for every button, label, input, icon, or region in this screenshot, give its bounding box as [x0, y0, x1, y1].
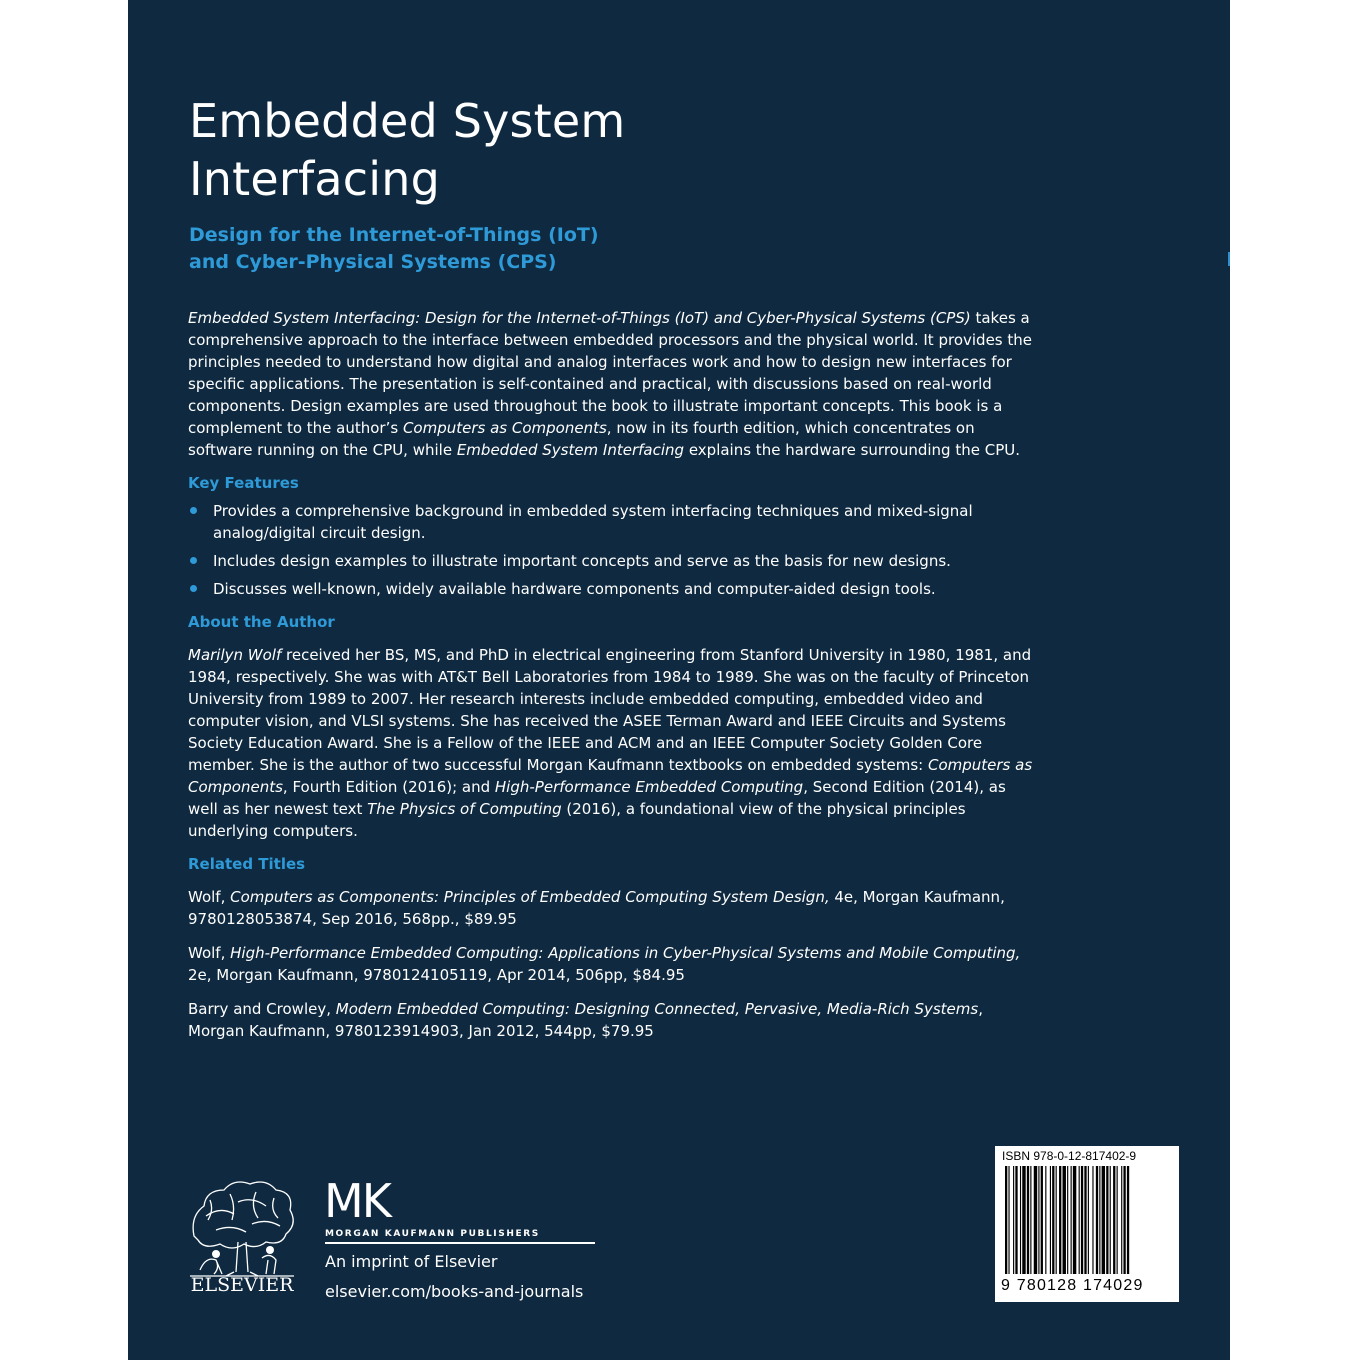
barcode-bar: [1123, 1166, 1125, 1274]
barcode-bar: [1088, 1166, 1089, 1274]
barcode-bar: [1113, 1166, 1115, 1274]
barcode-bar: [1127, 1166, 1129, 1274]
elsevier-wordmark: ELSEVIER: [190, 1274, 294, 1296]
barcode-bar: [1034, 1166, 1037, 1274]
key-features-heading: Key Features: [188, 474, 299, 492]
related-titles-list: [188, 886, 1033, 1042]
related-author: Wolf,: [188, 888, 231, 906]
mk-logo: MK: [324, 1174, 390, 1228]
publisher-url: elsevier.com/books-and-journals: [325, 1282, 584, 1301]
related-details: 2e, Morgan Kaufmann, 9780124105119, Apr 2014, 506pp, $84.95: [188, 966, 685, 984]
mk-publisher-name: MORGAN KAUFMANN PUBLISHERS: [325, 1229, 595, 1244]
barcode-bar: [1106, 1166, 1108, 1274]
list-item: Provides a comprehensive background in embedded system interfacing techniques and mixed-signal analog/digital circuit design.: [188, 500, 1033, 544]
bio-text-4: (2016), a foundational view of the physical principles underlying computers.: [188, 800, 966, 840]
description-esi: Embedded System Interfacing: [456, 441, 685, 459]
barcode-bar: [1013, 1166, 1014, 1274]
bio-text-3: , Second Edition (2014), as well as her newest text: [188, 778, 1006, 818]
barcode-bar: [1022, 1166, 1025, 1274]
related-titles-heading: Related Titles: [188, 855, 306, 873]
author-name: Marilyn Wolf: [188, 646, 282, 664]
barcode-bar: [1096, 1166, 1098, 1274]
description-cac: Computers as Components: [402, 419, 607, 437]
barcode-bar: [1084, 1166, 1086, 1274]
book-title-line1: Embedded System: [189, 94, 626, 148]
barcode-bar: [1102, 1166, 1105, 1274]
bio-poc: The Physics of Computing: [367, 800, 562, 818]
about-author-heading: About the Author: [188, 613, 335, 631]
barcode-bar: [1110, 1166, 1111, 1274]
description-paragraph: [188, 307, 1033, 461]
barcode-bar: [1030, 1166, 1031, 1274]
barcode-bar: [1045, 1166, 1046, 1274]
bio-text-2: , Fourth Edition (2016); and: [282, 778, 495, 796]
barcode-bar: [1020, 1166, 1021, 1274]
barcode-bar: [1056, 1166, 1057, 1274]
isbn-label: ISBN 978-0-12-817402-9: [1002, 1149, 1137, 1163]
description-title: Embedded System Interfacing: Design for the Internet-of-Things (IoT) and Cyber-Physical Systems (CPS): [188, 309, 971, 327]
related-title: High-Performance Embedded Computing: Applications in Cyber-Physical Systems and Mobile Computing,: [230, 944, 1021, 962]
book-title: [189, 92, 889, 208]
barcode-bar: [1121, 1166, 1122, 1274]
barcode-bar: [1067, 1166, 1068, 1274]
barcode-bar: [1117, 1166, 1118, 1274]
book-subtitle: [189, 222, 889, 276]
description-text-2: , now in its fourth edition, which concentrates on software running on the CPU, while: [188, 419, 975, 459]
cover-text: [188, 307, 1033, 1054]
author-bio: [188, 644, 1033, 842]
barcode-bar: [1015, 1166, 1017, 1274]
related-title: Modern Embedded Computing: Designing Connected, Pervasive, Media-Rich Systems: [335, 1000, 979, 1018]
list-item: [188, 942, 1033, 986]
barcode-bar: [1099, 1166, 1100, 1274]
list-item: [188, 998, 1033, 1042]
bio-cac: Computers as Components: [188, 756, 1033, 796]
related-details: , Morgan Kaufmann, 9780123914903, Jan 2012, 544pp, $79.95: [188, 1000, 983, 1040]
barcode-bar: [1041, 1166, 1043, 1274]
imprint-text: An imprint of Elsevier: [325, 1252, 498, 1271]
barcode-bar: [1081, 1166, 1083, 1274]
book-subtitle-line1: Design for the Internet-of-Things (IoT): [189, 224, 599, 246]
book-title-line2: Interfacing: [189, 152, 440, 206]
isbn-barcode: [995, 1146, 1179, 1302]
barcode-bar: [1092, 1166, 1093, 1274]
barcode-bar: [1052, 1166, 1054, 1274]
edge-mark: [1228, 252, 1230, 266]
list-item: Includes design examples to illustrate important concepts and serve as the basis for new designs.: [188, 550, 1033, 572]
related-title: Computers as Components: Principles of Embedded Computing System Design,: [230, 888, 830, 906]
related-author: Barry and Crowley,: [188, 1000, 336, 1018]
barcode-digits: 9 780128 174029: [1001, 1277, 1144, 1294]
barcode-bar: [1027, 1166, 1029, 1274]
barcode-bar: [1063, 1166, 1066, 1274]
related-author: Wolf,: [188, 944, 231, 962]
barcode-bars: [1003, 1166, 1171, 1276]
key-features-list: [188, 500, 1033, 600]
barcode-bar: [1071, 1166, 1072, 1274]
book-subtitle-line2: and Cyber-Physical Systems (CPS): [189, 251, 557, 273]
description-text-3: explains the hardware surrounding the CPU.: [684, 441, 1021, 459]
description-text-1: takes a comprehensive approach to the interface between embedded processors and the physical world. It provides the principles needed to understand how digital and analog interfaces work and how to design new interfaces for specific applications. The presentation is self-contained and practical, with discussions based on real-world components. Design examples are used throughout the book to illustrate important concepts. This book is a complement to the author’s: [188, 309, 1032, 437]
bio-hpec: High-Performance Embedded Computing: [494, 778, 804, 796]
list-item: Discusses well-known, widely available hardware components and computer-aided design tools.: [188, 578, 1033, 600]
barcode-bar: [1059, 1166, 1061, 1274]
barcode-bar: [1008, 1166, 1009, 1274]
barcode-bar: [1079, 1166, 1080, 1274]
barcode-bar: [1073, 1166, 1076, 1274]
related-details: 4e, Morgan Kaufmann, 9780128053874, Sep 2016, 568pp., $89.95: [188, 888, 1005, 928]
barcode-bar: [1050, 1166, 1051, 1274]
bio-text-1: received her BS, MS, and PhD in electrical engineering from Stanford University in 1980, 1981, and 1984, respectively. She was with AT&T Bell Laboratories from 1984 to 1989. She was on the faculty of Princeton University from 1989 to 2007. Her research interests include embedded computing, embedded video and computer vision, and VLSI systems. She has received the ASEE Terman Award and IEEE Circuits and Systems Society Education Award. She is a Fellow of the IEEE and ACM and an IEEE Computer Society Golden Core member. She is the author of two successful Morgan Kaufmann textbooks on embedded systems:: [188, 646, 1032, 774]
list-item: [188, 886, 1033, 930]
barcode-bar: [1038, 1166, 1039, 1274]
barcode-bar: [1005, 1166, 1007, 1274]
back-cover: [128, 0, 1230, 1360]
